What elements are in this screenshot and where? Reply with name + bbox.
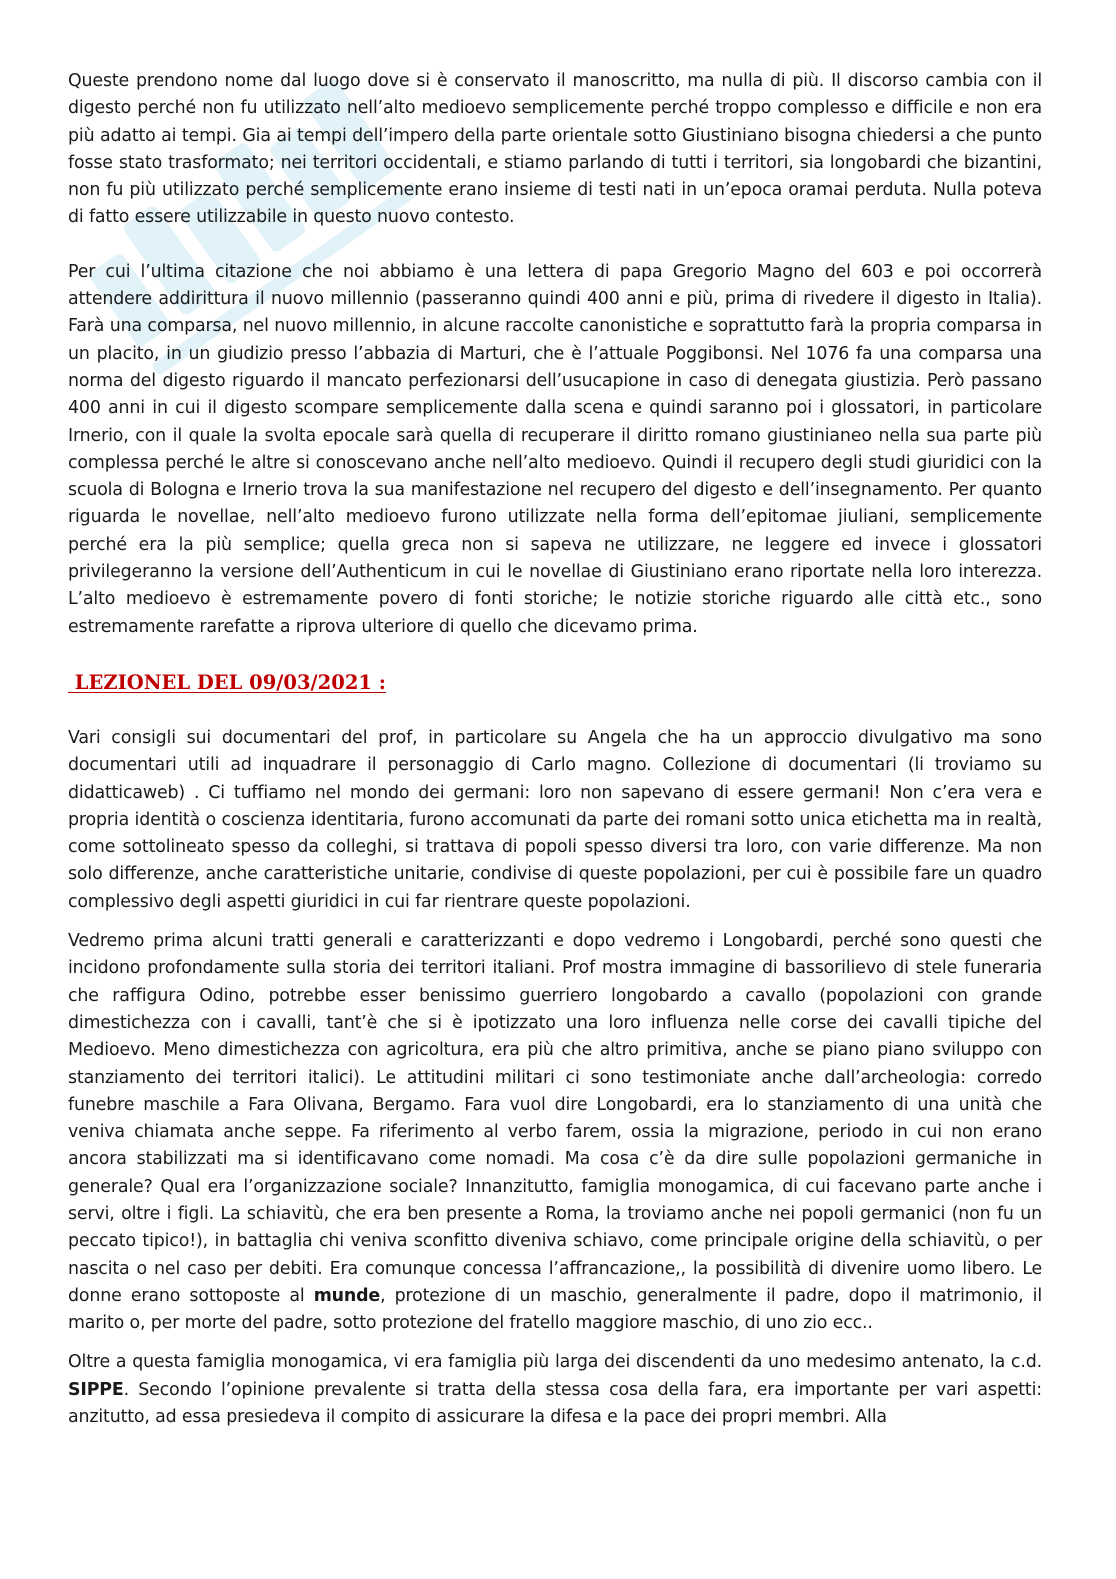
paragraph-1: Queste prendono nome dal luogo dove si è conservato il manoscritto, ma nulla di più. Il discorso cambia con il digesto perché non fu utilizzato nell’alto medioevo semplicemente perché troppo complesso e difficile e non era più adatto ai tempi. Gia ai tempi dell’impero della parte orientale sotto Giustiniano bisogna chiedersi a che punto fosse stato trasformato; nei territori occidentali, e stiamo parlando di tutti i territori, sia longobardi che bizantini, non fu più utilizzato perché semplicemente erano insieme di testi nati in un’epoca oramai perduta. Nulla poteva di fatto essere utilizzabile in questo nuovo contesto. [68, 71, 1042, 228]
paragraph-2: Per cui l’ultima citazione che noi abbiamo è una lettera di papa Gregorio Magno del 603 e poi occorrerà attendere addirittura il nuovo millennio (passeranno quindi 400 anni e più, prima di rivedere il digesto in Italia). Farà una comparsa, nel nuovo millennio, in alcune raccolte canonistiche e soprattutto farà la propria comparsa in un placito, in un giudizio presso l’abbazia di Marturi, che è l’attuale Poggibonsi. Nel 1076 fa una comparsa una norma del digesto riguardo il mancato perfezionarsi dell’usucapione in caso di denegata giustizia. Però passano 400 anni in cui il digesto scompare semplicemente dalla scena e quindi saranno poi i glossatori, in particolare Irnerio, con il quale la svolta epocale sarà quella di recuperare il diritto romano giustinianeo nella sua parte più complessa perché le altre si conoscevano anche nell’alto medioevo. Quindi il recupero degli studi giuridici con la scuola di Bologna e Irnerio trova la sua manifestazione nel recupero del digesto e dell’insegnamento. Per quanto riguarda le novellae, nell’alto medioevo furono utilizzate nella forma dell’epitomae jiuliani, semplicemente perché era la più semplice; quella greca non si sapeva ne utilizzare, ne leggere ed invece i glossatori privilegeranno la versione dell’Authenticum in cui le novellae di Giustiniano erano riportate nella loro interezza. L’alto medioevo è estremamente povero di fonti storiche; le notizie storiche riguardo alle città etc., sono estremamente rarefatte a riprova ulteriore di quello che dicevamo prima. [68, 261, 1042, 637]
paragraph-4-text: Vedremo prima alcuni tratti generali e caratterizzanti e dopo vedremo i Longobardi, perché sono questi che incidono profondamente sulla storia dei territori italiani. Prof mostra immagine di bassorilievo di stele funeraria che raffigura Odino, potrebbe esser benissimo guerriero longobardo a cavallo (popolazioni con grande dimestichezza con i cavalli, tant’è che si è ipotizzato una loro influenza nelle corse dei cavalli tipiche del Medioevo. Meno dimestichezza con agricoltura, era più che altro primitiva, anche se piano piano sviluppo con stanziamento dei territori italici). Le attitudini militari ci sono testimoniate anche dall’archeologia: corredo funebre maschile a Fara Olivana, Bergamo. Fara vuol dire Longobardi, era lo stanziamento di una unità che veniva chiamata anche seppe. Fa riferimento al verbo farem, ossia la migrazione, periodo in cui non erano ancora stabilizzati ma si identificavano come nomadi. Ma cosa c’è da dire sulle popolazioni germaniche in generale? Qual era l’organizzazione sociale? Innanzitutto, famiglia monogamica, di cui facevano parte anche i servi, oltre i figli. La schiavitù, che era ben presente a Roma, la troviamo anche nei popoli germanici (non fu un peccato tipico!), in battaglia chi veniva sconfitto diveniva schiavo, come principale origine della schiavitù, o per nascita o nel caso per debiti. Era comunque concessa l’affrancazione,, la possibilità di divenire uomo libero. Le donne erano sottoposte al [68, 931, 1042, 1306]
munde-term: munde [313, 1285, 381, 1306]
heading-spacer [68, 697, 1042, 725]
paragraph-4 [68, 928, 1042, 1337]
paragraph-5 [68, 1349, 1042, 1431]
paragraph-5-text: Oltre a questa famiglia monogamica, vi era famiglia più larga dei discendenti da uno medesimo antenato, la c.d. [68, 1352, 1042, 1373]
document-page [68, 68, 1042, 1431]
lesson-heading: LEZIONEL DEL 09/03/2021 : [68, 670, 386, 694]
paragraph-4-tail: , protezione di un maschio, generalmente il padre, dopo il matrimonio, il marito o, per morte del padre, sotto protezione del fratello maggiore maschio, di uno zio ecc.. [68, 1285, 1042, 1334]
sippe-term: SIPPE [68, 1379, 124, 1400]
paragraph-5-tail: . Secondo l’opinione prevalente si tratta della stessa cosa della fara, era importante per vari aspetti: anzitutto, ad essa presiedeva il compito di assicurare la difesa e la pace dei propri membri. Alla [68, 1379, 1042, 1428]
paragraph-3: Vari consigli sui documentari del prof, in particolare su Angela che ha un approccio divulgativo ma sono documentari utili ad inquadrare il personaggio di Carlo magno. Collezione di documentari (li troviamo su didatticaweb) . Ci tuffiamo nel mondo dei germani: loro non sapevano di essere germani! Non c’era vera e propria identità o coscienza identitaria, furono accomunati da parte dei romani sotto unica etichetta ma in realtà, come sottolineato spesso da colleghi, si trattava di popoli spesso diversi tra loro, con varie differenze. Ma non solo differenze, anche caratteristiche unitarie, condivise di queste popolazioni, per cui è possibile fare un quadro complessivo degli aspetti giuridici in cui far rientrare queste popolazioni. [68, 727, 1042, 912]
